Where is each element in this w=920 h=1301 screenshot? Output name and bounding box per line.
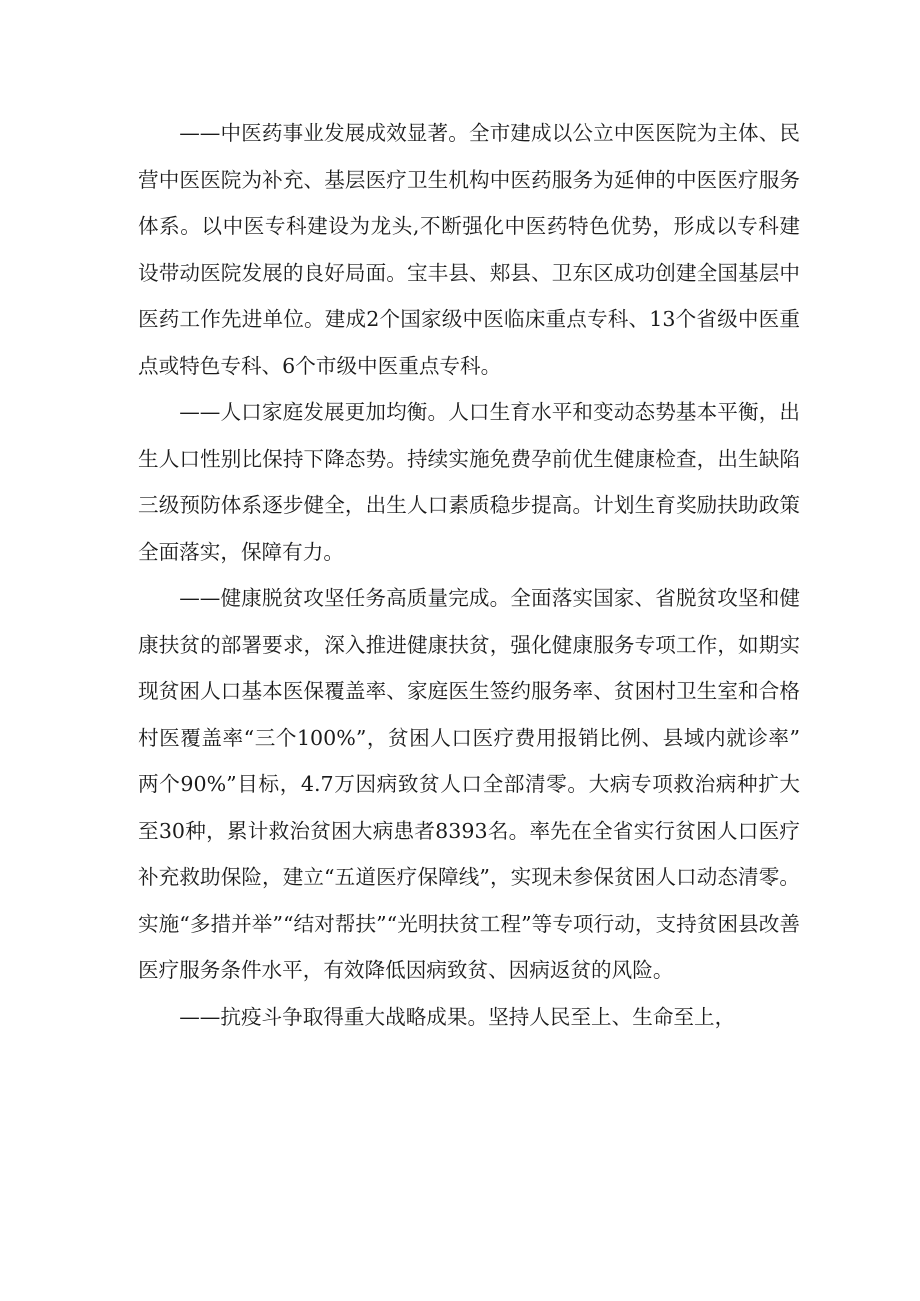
- paragraph-population-family: ——人口家庭发展更加均衡。人口生育水平和变动态势基本平衡，出生人口性别比保持下降态势。持续实施免费孕前优生健康检查，出生缺陷三级预防体系逐步健全，出生人口素质稳步提高。计划生育奖励扶助政策全面落实，保障有力。: [138, 400, 800, 564]
- paragraph-tcm-development: ——中医药事业发展成效显著。全市建成以公立中医医院为主体、民营中医医院为补充、基层医疗卫生机构中医药服务为延伸的中医医疗服务体系。以中医专科建设为龙头,不断强化中医药特色优势，形成以专科建设带动医院发展的良好局面。宝丰县、郏县、卫东区成功创建全国基层中医药工作先进单位。建成2个国家级中医临床重点专科、13个省级中医重点或特色专科、6个市级中医重点专科。: [138, 121, 800, 378]
- paragraph-epidemic-fight: ——抗疫斗争取得重大战略成果。坚持人民至上、生命至上，: [179, 1004, 736, 1029]
- document-body: [138, 110, 800, 1040]
- paragraph-health-poverty-alleviation: ——健康脱贫攻坚任务高质量完成。全面落实国家、省脱贫攻坚和健康扶贫的部署要求，深入推进健康扶贫，强化健康服务专项工作，如期实现贫困人口基本医保覆盖率、家庭医生签约服务率、贫困村卫生室和合格村医覆盖率“三个100%”，贫困人口医疗费用报销比例、县域内就诊率”两个90%”目标，4.7万因病致贫人口全部清零。大病专项救治病种扩大至30种，累计救治贫困大病患者8393名。率先在全省实行贫困人口医疗补充救助保险，建立“五道医疗保障线”，实现未参保贫困人口动态清零。实施“多措并举”“结对帮扶”“光明扶贫工程”等专项行动，支持贫困县改善医疗服务条件水平，有效降低因病致贫、因病返贫的风险。: [138, 586, 800, 982]
